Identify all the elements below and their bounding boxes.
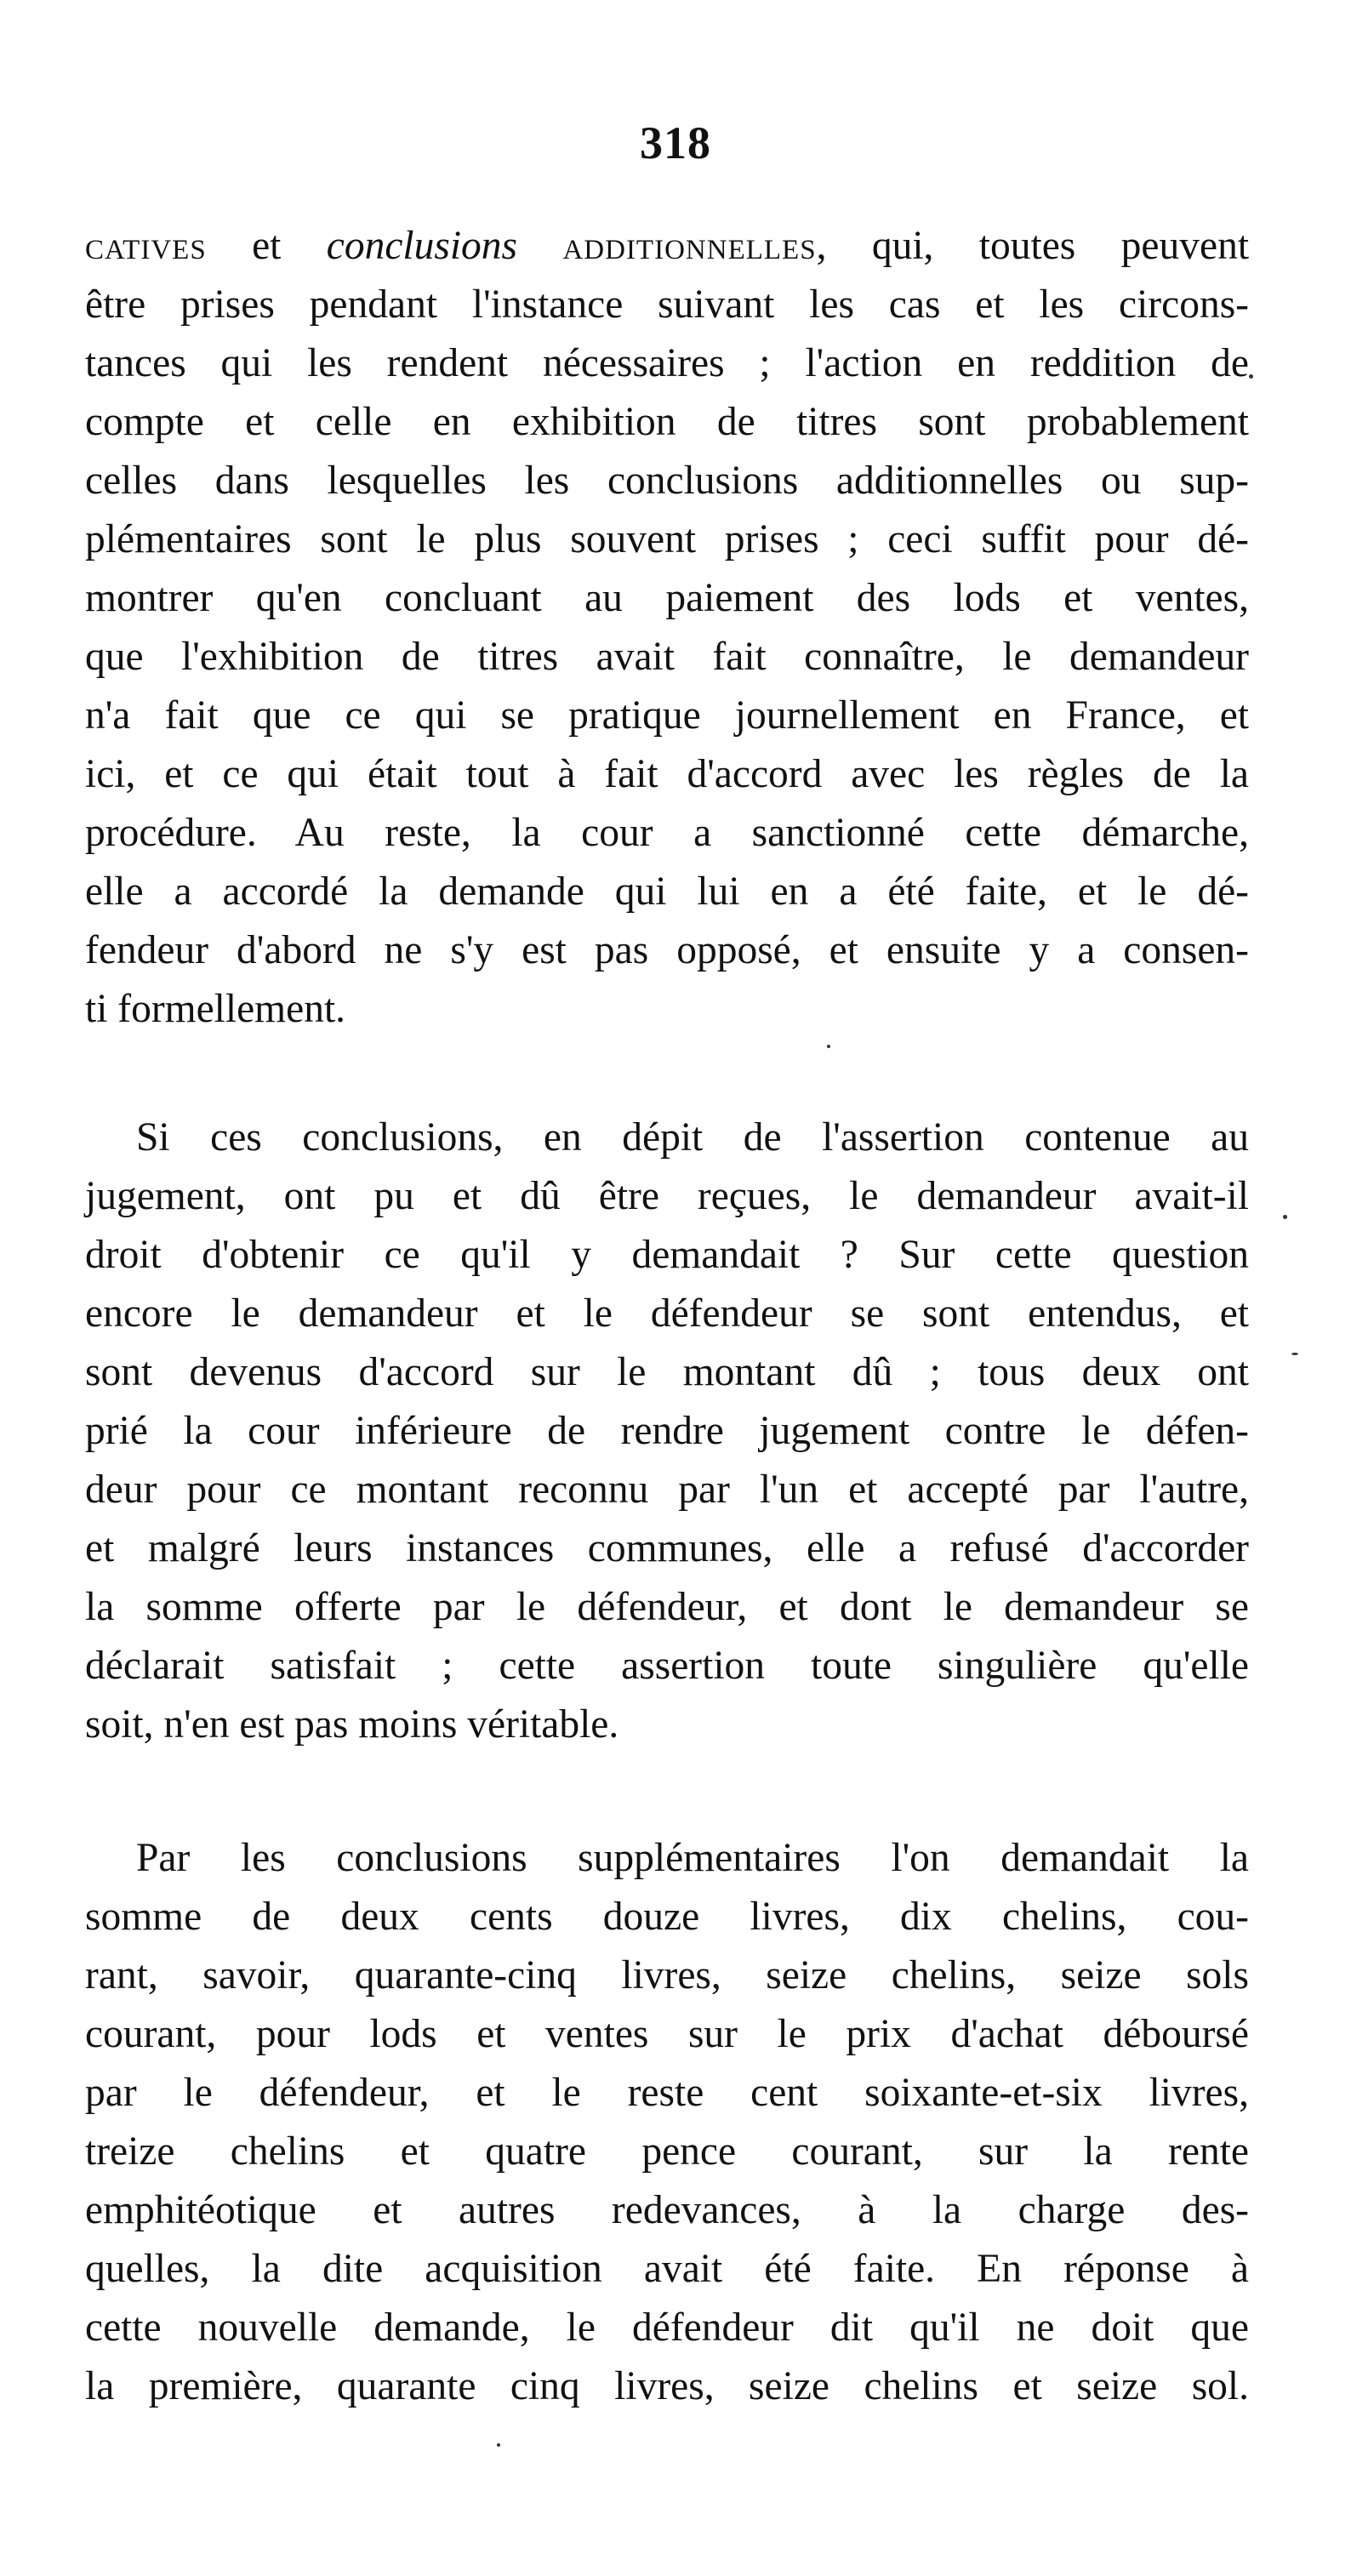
text-line: prié la cour inférieure de rendre jugement contre le défen- [85, 1409, 1249, 1453]
text-line: Si ces conclusions, en dépit de l'assertion contenue au [136, 1115, 1249, 1160]
text-line: soit, n'en est pas moins véritable. [85, 1702, 619, 1747]
text-line: ici, et ce qui était tout à fait d'accord avec les règles de la [85, 752, 1249, 796]
print-speck [1283, 1215, 1287, 1219]
text-run [517, 224, 562, 268]
text-line [85, 217, 1249, 276]
text-run: catives [85, 224, 207, 268]
text-line: la première, quarante cinq livres, seize chelins et seize sol. [85, 2364, 1249, 2408]
text-line: fendeur d'abord ne s'y est pas opposé, et ensuite y a consen- [85, 928, 1249, 972]
print-speck [1249, 374, 1253, 379]
paragraph-1 [85, 217, 1249, 1039]
page-number: 318 [640, 117, 711, 168]
text-line: déclarait satisfait ; cette assertion toute singulière qu'elle [85, 1644, 1249, 1688]
text-line: et malgré leurs instances communes, elle a refusé d'accorder [85, 1526, 1249, 1570]
text-line: Par les conclusions supplémentaires l'on demandait la [136, 1836, 1249, 1880]
text-line: plémentaires sont le plus souvent prises ; ceci suffit pour dé- [85, 517, 1249, 561]
text-line: quelles, la dite acquisition avait été faite. En réponse à [85, 2247, 1249, 2291]
text-line: celles dans lesquelles les conclusions additionnelles ou sup- [85, 459, 1249, 503]
print-speck [827, 1045, 830, 1048]
text-line: cette nouvelle demande, le défendeur dit qu'il ne doit que [85, 2305, 1249, 2350]
paragraph-2 [85, 1108, 1249, 1754]
text-line: emphitéotique et autres redevances, à la charge des- [85, 2188, 1249, 2232]
text-line: compte et celle en exhibition de titres sont probablement [85, 400, 1249, 444]
text-line: jugement, ont pu et dû être reçues, le demandeur avait-il [85, 1174, 1249, 1218]
text-line: la somme offerte par le défendeur, et dont le demandeur se [85, 1585, 1249, 1629]
text-line: par le défendeur, et le reste cent soixante-et-six livres, [85, 2071, 1249, 2115]
text-line: n'a fait que ce qui se pratique journellement en France, et [85, 693, 1249, 738]
text-line: que l'exhibition de titres avait fait connaître, le demandeur [85, 635, 1249, 679]
text-run: additionnelles [562, 224, 817, 268]
text-run: et [206, 224, 327, 268]
text-line: somme de deux cents douze livres, dix chelins, cou- [85, 1895, 1249, 1939]
text-line: treize chelins et quatre pence courant, sur la rente [85, 2129, 1249, 2174]
text-line: encore le demandeur et le défendeur se sont entendus, et [85, 1291, 1249, 1336]
text-line: sont devenus d'accord sur le montant dû ; tous deux ont [85, 1350, 1249, 1394]
print-speck [1291, 1353, 1298, 1355]
text-line: montrer qu'en concluant au paiement des lods et ventes, [85, 576, 1249, 620]
print-speck [497, 2443, 500, 2447]
text-line: courant, pour lods et ventes sur le prix d'achat déboursé [85, 2012, 1249, 2056]
text-line: procédure. Au reste, la cour a sanctionné cette démarche, [85, 811, 1249, 855]
text-line: elle a accordé la demande qui lui en a été faite, et le dé- [85, 869, 1249, 914]
text-line: droit d'obtenir ce qu'il y demandait ? Sur cette question [85, 1233, 1249, 1277]
text-line: ti formellement. [85, 987, 346, 1031]
paragraph-3 [85, 1829, 1249, 2416]
text-line: tances qui les rendent nécessaires ; l'action en reddition de [85, 341, 1249, 385]
text-run: , qui, toutes peuvent [816, 224, 1250, 268]
text-line: être prises pendant l'instance suivant les cas et les circons- [85, 282, 1249, 327]
text-line: deur pour ce montant reconnu par l'un et accepté par l'autre, [85, 1468, 1249, 1512]
text-line: rant, savoir, quarante-cinq livres, seize chelins, seize sols [85, 1953, 1249, 1998]
text-run: conclusions [326, 224, 518, 268]
